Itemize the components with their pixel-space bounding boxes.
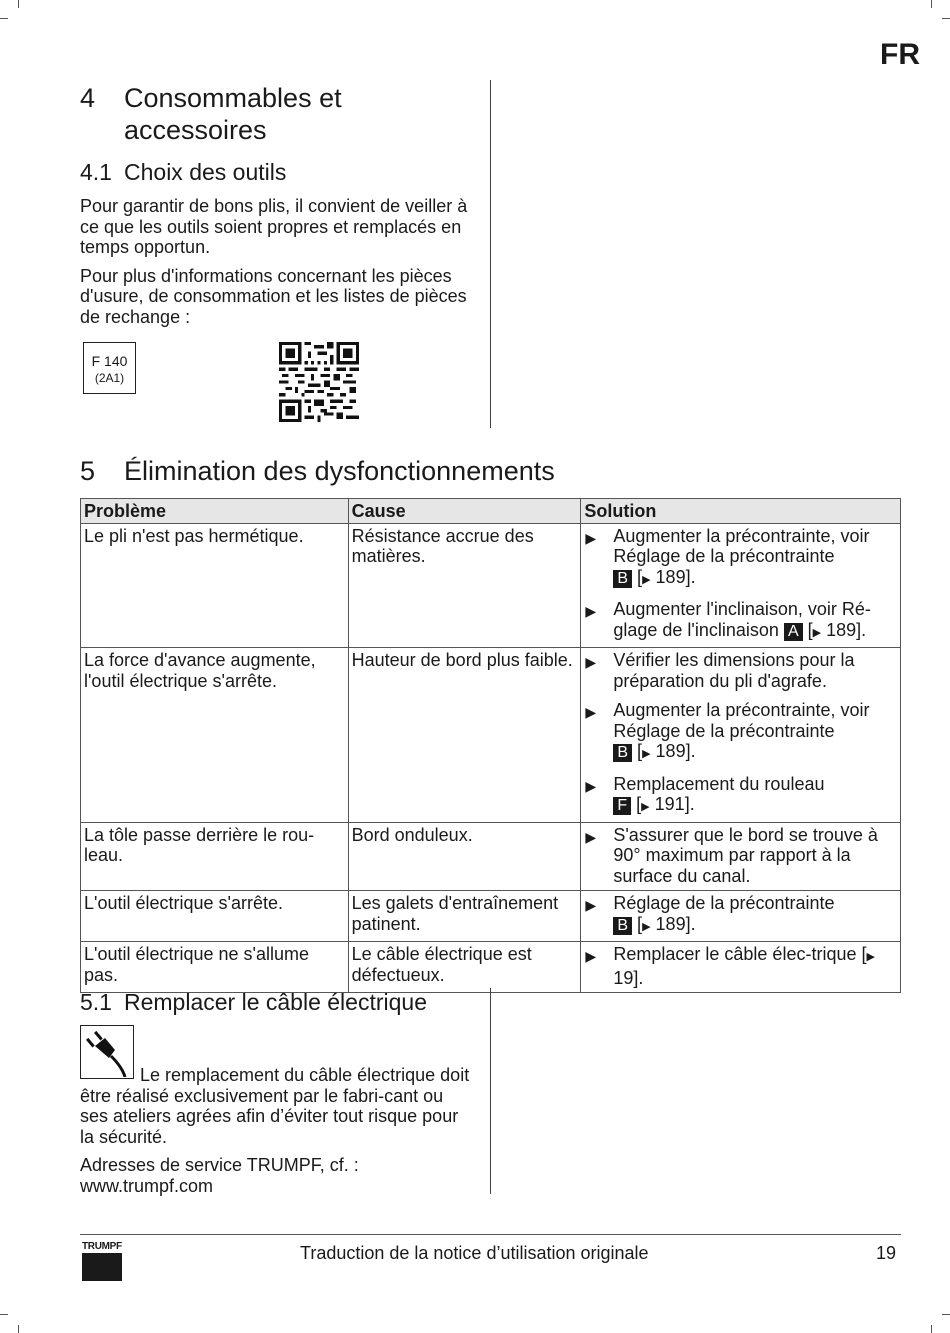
solution-item: ▶ Remplacer le câble élec-trique [▶ 19].	[585, 944, 875, 988]
section-number: 4	[80, 83, 96, 113]
figure-key: B	[613, 570, 632, 588]
footer-title: Traduction de la notice d’utilisation originale	[300, 1243, 649, 1263]
cause-cell: Le câble électrique est défectueux.	[348, 942, 581, 993]
table-row	[81, 523, 901, 648]
section-title-line2: accessoires	[124, 115, 267, 145]
cause-cell: Hauteur de bord plus faible.	[348, 648, 581, 823]
solution-item: ▶ Augmenter la précontrainte, voir Réglage de la précontrainte B [▶ 189].	[585, 700, 897, 765]
problem-cell: Le pli n'est pas hermétique.	[81, 523, 349, 648]
bullet-triangle-icon: ▶	[585, 654, 597, 670]
brand-logo	[82, 1253, 122, 1281]
qr-code[interactable]	[278, 342, 360, 422]
link-arrow-icon: ▶	[641, 801, 650, 813]
section-title-line1: Consommables et	[124, 83, 342, 113]
bullet-triangle-icon: ▶	[585, 529, 597, 546]
section-5-heading: 5 Élimination des dysfonctionnements	[80, 456, 555, 486]
paragraph: Le remplacement du câble électrique doit être réalisé exclusivement par le fabri-cant ou ses ateliers agrées afin d’éviter tout risque pour la sécurité.	[80, 1065, 470, 1147]
link-arrow-icon: ▶	[642, 920, 651, 933]
problem-cell: L'outil électrique ne s'allume pas.	[81, 942, 349, 993]
figure-key: A	[784, 623, 803, 641]
page-reference-link[interactable]: [▶ 189].	[637, 566, 696, 587]
cause-cell: Les galets d'entraînement patinent.	[348, 891, 581, 942]
solution-item: ▶ Remplacement du rouleau F [▶ 191].	[585, 774, 897, 818]
column-header-problem: Problème	[81, 499, 349, 524]
problem-cell: L'outil électrique s'arrête.	[81, 891, 349, 942]
section-4	[80, 82, 470, 335]
figure-key: B	[613, 744, 632, 762]
section-4-heading	[80, 82, 470, 146]
solution-cell	[581, 523, 901, 648]
link-arrow-icon: ▶	[866, 951, 875, 963]
column-header-cause: Cause	[348, 499, 581, 524]
link-arrow-icon: ▶	[642, 573, 651, 586]
solution-item: ▶ Vérifier les dimensions pour la préparation du pli d'agrafe.	[585, 650, 855, 691]
language-code: FR	[880, 38, 920, 71]
problem-cell: La force d'avance augmente, l'outil électrique s'arrête.	[81, 648, 349, 823]
table-row	[81, 942, 901, 993]
bullet-triangle-icon: ▶	[585, 828, 597, 845]
problem-cell: La tôle passe derrière le rou-leau.	[81, 822, 349, 891]
figure-key: B	[613, 917, 632, 935]
subsection-4-1-heading: 4.1 Choix des outils	[80, 159, 287, 185]
table-row	[81, 648, 901, 823]
page-reference-link[interactable]: [▶ 19].	[613, 944, 875, 988]
cause-cell: Bord onduleux.	[348, 822, 581, 891]
page-reference-link[interactable]: [▶ 189].	[637, 913, 696, 934]
bullet-triangle-icon: ▶	[585, 704, 597, 720]
bullet-triangle-icon: ▶	[585, 948, 597, 964]
solution-cell	[581, 942, 901, 993]
brand-logo-text: TRUMPF	[82, 1241, 122, 1252]
troubleshooting-table	[80, 498, 901, 993]
table-header-row	[81, 499, 901, 524]
footer-divider	[80, 1234, 901, 1235]
solution-item: ▶ Augmenter l'inclinaison, voir Ré-glage de l'inclinaison A [▶ 189].	[585, 599, 897, 643]
page-reference-link[interactable]: [▶ 189].	[637, 741, 696, 761]
subsection-5-1	[80, 988, 472, 1204]
link-arrow-icon: ▶	[812, 626, 822, 639]
table-row	[81, 822, 901, 891]
column-divider	[490, 80, 491, 428]
solution-item: ▶ S'assurer que le bord se trouve à 90° maximum par rapport à la surface du canal.	[585, 824, 878, 886]
section-5	[80, 455, 900, 487]
solution-item: ▶ Augmenter la précontrainte, voir Réglage de la précontrainte B [▶ 189].	[585, 526, 897, 591]
paragraph: Pour garantir de bons plis, il convient de veiller à ce que les outils soient propres et remplacés en temps opportun.	[80, 196, 468, 257]
plug-icon	[80, 1025, 134, 1079]
page-reference-link[interactable]: [▶ 189].	[807, 619, 867, 640]
reference-box: F 140 (2A1)	[83, 342, 136, 394]
page-number: 19	[876, 1243, 897, 1263]
website-link[interactable]: www.trumpf.com	[80, 1175, 214, 1196]
column-divider	[490, 988, 491, 1194]
paragraph: Adresses de service TRUMPF, cf. : www.trumpf.com	[80, 1155, 359, 1196]
subsection-5-1-heading: 5.1 Remplacer le câble électrique	[80, 989, 427, 1015]
solution-cell	[581, 822, 901, 891]
link-arrow-icon: ▶	[642, 748, 651, 760]
bullet-triangle-icon: ▶	[585, 777, 597, 794]
cause-cell: Résistance accrue des matières.	[348, 523, 581, 648]
solution-cell	[581, 648, 901, 823]
bullet-triangle-icon: ▶	[585, 603, 597, 619]
table-row	[81, 891, 901, 942]
figure-key: F	[613, 797, 631, 815]
solution-item: ▶ Réglage de la précontrainte B [▶ 189].	[585, 893, 897, 937]
bullet-triangle-icon: ▶	[585, 897, 597, 913]
paragraph: Pour plus d'informations concernant les pièces d'usure, de consommation et les listes de pièces de rechange :	[80, 265, 467, 327]
solution-cell	[581, 891, 901, 942]
page-reference-link[interactable]: [▶ 191].	[636, 794, 695, 814]
column-header-solution: Solution	[581, 499, 901, 524]
